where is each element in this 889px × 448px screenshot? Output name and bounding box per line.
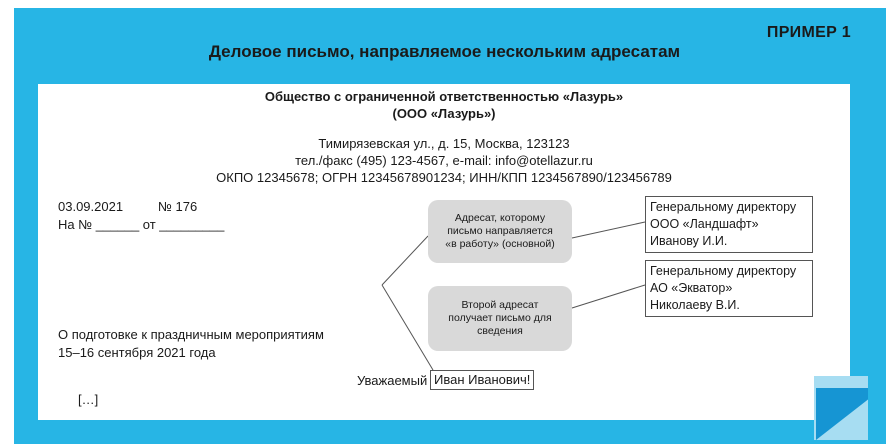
example-label: ПРИМЕР 1 xyxy=(766,24,851,41)
subject-line-1: О подготовке к праздничным мероприятиям xyxy=(58,327,324,342)
connector-bubble1 xyxy=(382,236,428,285)
note-bubble-secondary xyxy=(428,286,572,351)
salutation-prefix: Уважаемый xyxy=(357,373,428,388)
addressee-person: Николаеву В.И. xyxy=(650,298,740,312)
addressee-company: АО «Экватор» xyxy=(650,281,733,295)
note-bubble-primary xyxy=(428,200,572,263)
addressee-primary xyxy=(645,196,813,253)
addressee-person: Иванову И.И. xyxy=(650,234,728,248)
org-name: Общество с ограниченной ответственностью «Лазурь» xyxy=(264,89,624,104)
note-line: получает письмо для xyxy=(448,312,552,324)
note-line: сведения xyxy=(477,325,523,337)
connector-addressee2 xyxy=(572,285,645,308)
note-line: «в работу» (основной) xyxy=(445,238,555,250)
doc-reference: На № ______ от _________ xyxy=(58,217,225,232)
org-short-name: (ООО «Лазурь») xyxy=(392,106,496,121)
body-ellipsis: […] xyxy=(78,392,99,407)
page-title: Деловое письмо, направляемое нескольким адресатам xyxy=(208,42,681,61)
doc-date: 03.09.2021 xyxy=(58,199,124,214)
doc-number: № 176 xyxy=(158,199,198,214)
addressee-secondary xyxy=(645,260,813,317)
addressee-position: Генеральному директору xyxy=(650,200,797,214)
note-line: Второй адресат xyxy=(461,299,539,311)
salutation-name: Иван Иванович! xyxy=(430,370,534,390)
note-line: Адресат, которому xyxy=(454,212,546,224)
org-contacts: тел./факс (495) 123-4567, e-mail: info@otellazur.ru xyxy=(295,153,593,168)
addressee-position: Генеральному директору xyxy=(650,264,797,278)
org-codes: ОКПО 12345678; ОГРН 12345678901234; ИНН/КПП 1234567890/123456789 xyxy=(216,170,672,185)
org-address: Тимирязевская ул., д. 15, Москва, 123123 xyxy=(318,136,570,151)
subject-line-2: 15–16 сентября 2021 года xyxy=(58,345,216,360)
addressee-company: ООО «Ландшафт» xyxy=(650,217,759,231)
connector-salutation xyxy=(382,285,433,370)
note-line: письмо направляется xyxy=(447,225,553,237)
connector-addressee1 xyxy=(572,222,645,238)
